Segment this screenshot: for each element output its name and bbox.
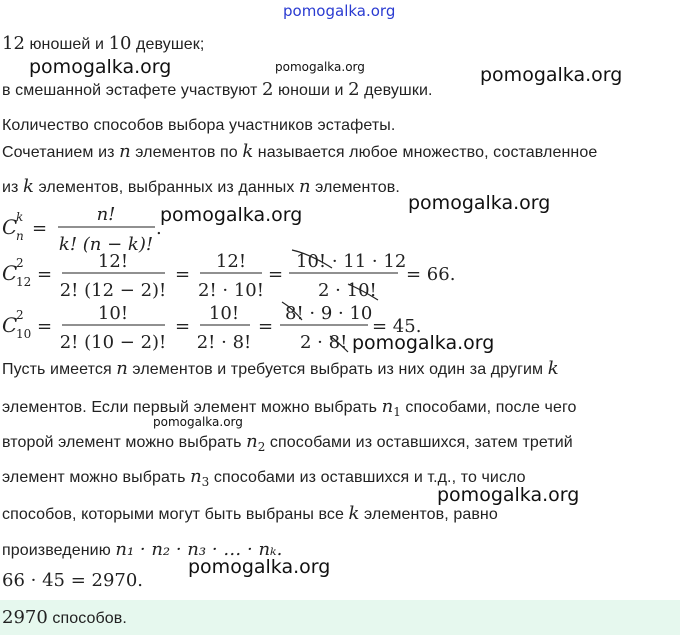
var-n: n (298, 176, 311, 197)
number: 10 (108, 33, 132, 54)
text: в смешанной эстафете участвуют (2, 82, 262, 99)
watermark: pomogalka.org (29, 56, 172, 78)
answer-text: способов. (47, 610, 127, 627)
var-n: n (246, 431, 258, 452)
eq: = (37, 316, 53, 337)
text: способами из оставшихся, затем третий (265, 434, 573, 451)
sup: 2 (16, 256, 24, 270)
subscript: 3 (201, 475, 210, 490)
text: элементов. Если первый элемент можно выбрать (2, 399, 382, 416)
watermark: pomogalka.org (188, 556, 331, 578)
var-k: k (23, 176, 34, 197)
sup: k (16, 210, 24, 224)
denominator: 2! (12 − 2)! (59, 280, 167, 301)
numerator (296, 251, 406, 272)
denominator: 2! · 10! (198, 280, 264, 301)
var-n: n (116, 358, 128, 379)
sup: 2 (16, 308, 24, 322)
result: = 45. (372, 316, 422, 337)
line-4 (2, 141, 597, 162)
text: элемент можно выбрать (2, 469, 191, 486)
line-2 (2, 79, 433, 100)
var-n: n (381, 396, 394, 417)
numerator: 12! (97, 251, 129, 272)
watermark: pomogalka.org (480, 64, 623, 86)
line-1 (2, 33, 204, 54)
watermark: pomogalka.org (408, 192, 551, 214)
line-6 (2, 358, 559, 379)
numerator: 12! (215, 251, 247, 272)
var-k: k (547, 358, 559, 379)
formula-c12 (0, 244, 470, 302)
denominator: 2! (10 − 2)! (59, 332, 167, 353)
subscript: 2 (257, 440, 266, 455)
text: способами из оставшихся и т.д., то число (209, 469, 526, 486)
numerator: 10! (97, 303, 129, 324)
sub: n (16, 229, 24, 243)
text: второй элемент можно выбрать (2, 434, 247, 451)
eq: = (175, 316, 191, 337)
rest: 2 · (300, 332, 329, 353)
numerator (285, 303, 372, 324)
eq: = (258, 316, 274, 337)
text: Пусть имеется (2, 361, 117, 378)
numerator: 10! (208, 303, 240, 324)
watermark: pomogalka.org (437, 484, 580, 506)
cancelled: 8! (328, 332, 348, 353)
eq: = (32, 218, 48, 239)
answer-line (2, 607, 127, 628)
text: произведению (2, 542, 116, 559)
rest: · 9 · 10 (303, 303, 373, 324)
cancelled: 10! (346, 280, 377, 301)
text: называется любое множество, составленное (253, 144, 598, 161)
sub: 12 (16, 275, 32, 289)
line-8 (2, 431, 573, 454)
number: 12 (2, 33, 25, 54)
cancelled: 10! (296, 251, 327, 272)
var-k: k (348, 503, 360, 524)
denominator (300, 332, 347, 353)
text: юноши и (273, 82, 349, 99)
cancelled: 8! (285, 303, 304, 324)
number: 2 (348, 79, 360, 100)
c-symbol: C (2, 261, 18, 285)
eq: = (37, 264, 53, 285)
watermark: pomogalka.org (352, 332, 495, 354)
numerator: n! (96, 204, 116, 225)
line-12: 66 · 45 = 2970. (2, 570, 144, 591)
number: 2 (262, 79, 274, 100)
result: = 66. (406, 264, 456, 285)
line-7 (2, 396, 577, 419)
dot: . (156, 218, 162, 239)
eq: = (268, 264, 284, 285)
rest: 2 · (318, 280, 347, 301)
c-symbol: C (2, 215, 18, 239)
c-symbol: C (2, 313, 18, 337)
denominator: k! (n − k)! (58, 234, 154, 255)
answer-number: 2970 (2, 607, 48, 628)
line-3: Количество способов выбора участников эстафеты. (2, 117, 396, 134)
text: способов, которыми могут быть выбраны все (2, 506, 349, 523)
subscript: 1 (393, 405, 401, 420)
var-k: k (242, 141, 254, 162)
eq: = (175, 264, 191, 285)
text: элементов, равно (359, 506, 498, 523)
line-10 (2, 503, 498, 524)
text: девушки. (359, 82, 433, 99)
watermark-small: pomogalka.org (275, 60, 365, 74)
text: элементов. (310, 179, 400, 196)
var-n: n (119, 141, 131, 162)
denominator: 2! · 8! (196, 332, 252, 353)
text: из (2, 179, 24, 196)
watermark-top: pomogalka.org (283, 2, 396, 20)
line-5 (2, 176, 400, 197)
text: элементов, выбранных из данных (33, 179, 299, 196)
text: элементов и требуется выбрать из них один за другим (127, 361, 548, 378)
text: способами, после чего (400, 399, 577, 416)
text: девушек; (131, 36, 205, 53)
var-n: n (190, 466, 202, 487)
text: элементов по (130, 144, 243, 161)
watermark: pomogalka.org (160, 204, 303, 226)
watermark-small: pomogalka.org (153, 415, 243, 429)
text: Сочетанием из (2, 144, 120, 161)
product-expression: n₁ · n₂ · n₃ · … · nₖ. (115, 539, 283, 560)
rest: · 11 · 12 (326, 251, 407, 272)
sub: 10 (16, 327, 32, 341)
text: юношей и (24, 36, 109, 53)
